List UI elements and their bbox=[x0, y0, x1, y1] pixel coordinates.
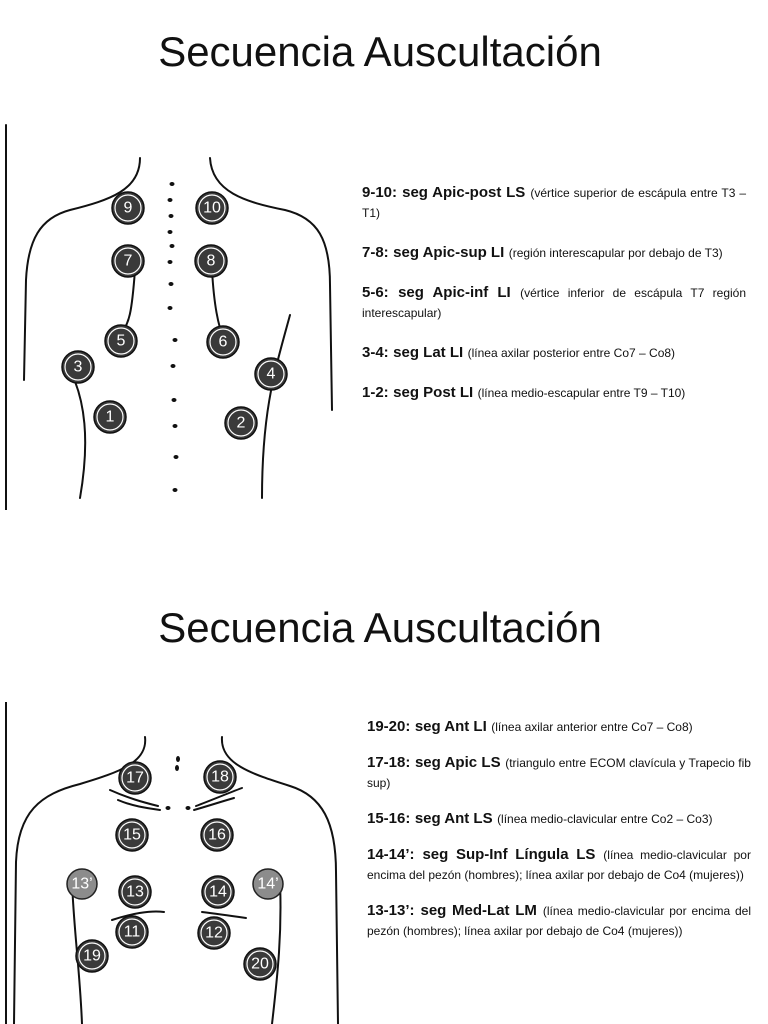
segment-code: 17-18: bbox=[367, 754, 411, 771]
marker-1 bbox=[94, 401, 126, 433]
segment-code: 7-8: bbox=[362, 244, 389, 261]
segment-description: (línea medio-escapular entre T9 – T10) bbox=[477, 386, 686, 400]
segment-description: (línea axilar anterior entre Co7 – Co8) bbox=[491, 720, 693, 734]
anterior-legend bbox=[367, 717, 751, 957]
svg-text:7: 7 bbox=[123, 252, 133, 270]
segment-description: (vértice inferior de escápula T7 región interescapular) bbox=[362, 286, 747, 320]
svg-text:18: 18 bbox=[211, 768, 229, 786]
svg-text:8: 8 bbox=[206, 252, 216, 270]
legend-item bbox=[362, 383, 746, 403]
segment-name: seg Sup-Inf Língula LS bbox=[422, 846, 596, 863]
marker-18 bbox=[204, 761, 236, 793]
back-lower-right bbox=[262, 315, 290, 498]
segment-description: (región interescapular por debajo de T3) bbox=[508, 246, 723, 260]
posterior-torso-diagram bbox=[0, 110, 350, 510]
legend-item bbox=[362, 283, 746, 323]
svg-text:4: 4 bbox=[266, 365, 276, 383]
segment-code: 14-14’: bbox=[367, 846, 415, 863]
segment-description: (vértice superior de escápula entre T3 – T1) bbox=[362, 186, 746, 220]
segment-code: 9-10: bbox=[362, 184, 398, 201]
pectoral-right bbox=[202, 912, 246, 918]
marker-2 bbox=[225, 407, 257, 439]
svg-text:15: 15 bbox=[123, 826, 141, 844]
marker-14-prime bbox=[253, 869, 283, 899]
segment-name: seg Med-Lat LM bbox=[420, 902, 537, 919]
marker-13-prime bbox=[67, 869, 97, 899]
marker-8 bbox=[195, 245, 227, 277]
segment-code: 3-4: bbox=[362, 344, 389, 361]
marker-15 bbox=[116, 819, 148, 851]
segment-code: 15-16: bbox=[367, 810, 411, 827]
marker-20 bbox=[244, 948, 276, 980]
segment-code: 1-2: bbox=[362, 384, 389, 401]
marker-3 bbox=[62, 351, 94, 383]
legend-item bbox=[367, 845, 751, 885]
svg-text:16: 16 bbox=[208, 826, 226, 844]
svg-text:13: 13 bbox=[126, 883, 144, 901]
marker-12 bbox=[198, 917, 230, 949]
posterior-legend bbox=[362, 183, 746, 423]
marker-7 bbox=[112, 245, 144, 277]
legend-item bbox=[367, 901, 751, 941]
segment-code: 5-6: bbox=[362, 284, 389, 301]
legend-item bbox=[367, 753, 751, 793]
anterior-torso-diagram bbox=[0, 702, 350, 1024]
svg-text:1: 1 bbox=[105, 408, 115, 426]
chest-lower-right bbox=[272, 882, 281, 1024]
segment-description: (triangulo entre ECOM clavícula y Trapecio fib sup) bbox=[367, 756, 751, 790]
segment-code: 13-13’: bbox=[367, 902, 415, 919]
svg-text:20: 20 bbox=[251, 955, 269, 973]
marker-13 bbox=[119, 876, 151, 908]
marker-5 bbox=[105, 325, 137, 357]
svg-text:10: 10 bbox=[203, 199, 221, 217]
marker-4 bbox=[255, 358, 287, 390]
svg-text:19: 19 bbox=[83, 947, 101, 965]
segment-name: seg Post LI bbox=[393, 384, 474, 401]
svg-text:3: 3 bbox=[73, 358, 83, 376]
neck-dots bbox=[166, 756, 191, 810]
marker-19 bbox=[76, 940, 108, 972]
svg-text:2: 2 bbox=[236, 414, 246, 432]
marker-6 bbox=[207, 326, 239, 358]
svg-text:6: 6 bbox=[218, 333, 228, 351]
segment-description: (línea medio-clavicular entre Co2 – Co3) bbox=[497, 812, 713, 826]
svg-text:9: 9 bbox=[123, 199, 133, 217]
marker-11 bbox=[116, 916, 148, 948]
svg-text:12: 12 bbox=[205, 924, 223, 942]
back-lower-left bbox=[70, 370, 85, 498]
slide-title: Secuencia Auscultación bbox=[158, 604, 602, 651]
segment-description: (línea medio-clavicular por encima del pezón (hombres); línea axilar por debajo de Co4 (mujeres)) bbox=[367, 848, 751, 882]
segment-code: 19-20: bbox=[367, 718, 411, 735]
segment-name: seg Apic-sup LI bbox=[393, 244, 505, 261]
segment-name: seg Apic-post LS bbox=[402, 184, 526, 201]
legend-item bbox=[367, 717, 751, 737]
segment-name: seg Ant LS bbox=[414, 810, 493, 827]
segment-name: seg Apic LS bbox=[414, 754, 501, 771]
marker-14 bbox=[202, 876, 234, 908]
segment-name: seg Ant LI bbox=[414, 718, 487, 735]
svg-text:14’: 14’ bbox=[257, 875, 279, 893]
slide-title: Secuencia Auscultación bbox=[158, 28, 602, 75]
slide-anterior bbox=[0, 512, 768, 1024]
segment-name: seg Apic-inf LI bbox=[398, 284, 511, 301]
spine-dots bbox=[168, 182, 179, 492]
legend-item bbox=[362, 243, 746, 263]
svg-text:11: 11 bbox=[123, 923, 141, 941]
segment-description: (línea medio-clavicular por encima del pezón (hombres); línea axilar por debajo de Co4 (mujeres)) bbox=[367, 904, 751, 938]
marker-9 bbox=[112, 192, 144, 224]
marker-10 bbox=[196, 192, 228, 224]
legend-item bbox=[362, 343, 746, 363]
legend-item bbox=[367, 809, 751, 829]
svg-text:5: 5 bbox=[116, 332, 126, 350]
marker-16 bbox=[201, 819, 233, 851]
svg-text:13’: 13’ bbox=[71, 875, 93, 893]
segment-name: seg Lat LI bbox=[393, 344, 464, 361]
svg-text:17: 17 bbox=[126, 769, 144, 787]
segment-description: (línea axilar posterior entre Co7 – Co8) bbox=[467, 346, 676, 360]
legend-item bbox=[362, 183, 746, 223]
marker-17 bbox=[119, 762, 151, 794]
svg-text:14: 14 bbox=[209, 883, 227, 901]
